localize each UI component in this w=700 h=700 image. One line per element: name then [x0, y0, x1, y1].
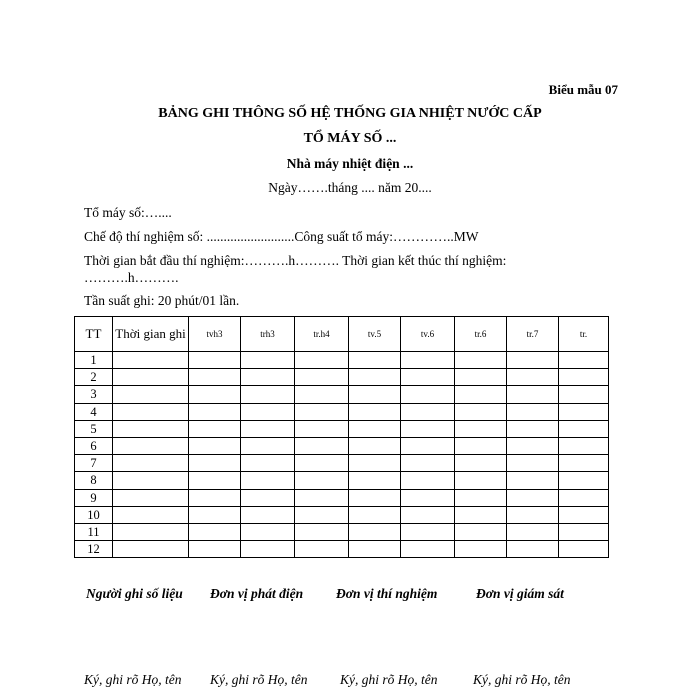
table-cell: [295, 523, 349, 540]
table-cell: [349, 523, 401, 540]
table-cell: [455, 489, 507, 506]
table-cell: [349, 506, 401, 523]
table-cell: [295, 369, 349, 386]
row-index: 7: [75, 455, 113, 472]
table-cell: [401, 489, 455, 506]
table-cell: [401, 352, 455, 369]
table-row: [75, 369, 609, 386]
date-line: Ngày…….tháng .... năm 20....: [268, 180, 432, 195]
table-cell: [295, 506, 349, 523]
table-cell: [455, 369, 507, 386]
table-cell: [295, 386, 349, 403]
table-cell: [559, 541, 609, 558]
table-cell: [455, 472, 507, 489]
table-cell: [349, 455, 401, 472]
table-cell: [507, 506, 559, 523]
test-time-line-continued: ……….h……….: [84, 270, 179, 285]
table-row: [75, 523, 609, 540]
header-trh3: trh3: [241, 317, 295, 352]
role-testing-unit: Đơn vị thí nghiệm: [336, 586, 438, 601]
table-cell: [189, 352, 241, 369]
table-cell: [507, 523, 559, 540]
table-row: [75, 403, 609, 420]
table-cell: [241, 369, 295, 386]
table-cell: [241, 352, 295, 369]
table-row: [75, 541, 609, 558]
header-tr: tr.: [559, 317, 609, 352]
table-cell: [189, 403, 241, 420]
table-cell: [295, 455, 349, 472]
test-mode-line: Chế độ thí nghiệm số: ..........................Công suất tổ máy:…………..MW: [84, 229, 479, 244]
table-cell: [241, 420, 295, 437]
table-cell: [401, 455, 455, 472]
plant-name: Nhà máy nhiệt điện ...: [286, 156, 414, 171]
row-index: 3: [75, 386, 113, 403]
row-index: 5: [75, 420, 113, 437]
table-cell: [113, 489, 189, 506]
table-cell: [349, 386, 401, 403]
signature-note-recorder: Ký, ghi rõ Họ, tên: [84, 672, 182, 687]
table-cell: [241, 506, 295, 523]
table-cell: [455, 352, 507, 369]
table-cell: [189, 455, 241, 472]
table-cell: [295, 352, 349, 369]
header-tv5: tv.5: [349, 317, 401, 352]
table-cell: [507, 386, 559, 403]
table-cell: [113, 369, 189, 386]
header-tr7: tr.7: [507, 317, 559, 352]
table-cell: [455, 403, 507, 420]
table-header-row: [75, 317, 609, 352]
header-record-time: Thời gian ghi: [113, 317, 189, 352]
table-cell: [507, 541, 559, 558]
table-cell: [401, 420, 455, 437]
table-cell: [113, 386, 189, 403]
table-row: [75, 472, 609, 489]
row-index: 10: [75, 506, 113, 523]
table-cell: [559, 386, 609, 403]
header-trh4: tr.h4: [295, 317, 349, 352]
table-cell: [295, 541, 349, 558]
header-index: TT: [75, 317, 113, 352]
table-cell: [559, 369, 609, 386]
table-cell: [401, 541, 455, 558]
table-cell: [349, 489, 401, 506]
table-cell: [507, 369, 559, 386]
row-index: 11: [75, 523, 113, 540]
form-subtitle: TỔ MÁY SỐ ...: [303, 131, 397, 146]
role-recorder: Người ghi số liệu: [86, 586, 183, 601]
table-cell: [189, 472, 241, 489]
table-cell: [241, 437, 295, 454]
table-cell: [189, 420, 241, 437]
table-cell: [241, 523, 295, 540]
header-tvh3: tvh3: [189, 317, 241, 352]
table-cell: [189, 506, 241, 523]
table-cell: [189, 489, 241, 506]
table-cell: [455, 420, 507, 437]
table-row: [75, 437, 609, 454]
table-cell: [113, 506, 189, 523]
table-cell: [113, 472, 189, 489]
table-row: [75, 420, 609, 437]
table-cell: [295, 472, 349, 489]
table-cell: [241, 472, 295, 489]
table-cell: [455, 386, 507, 403]
table-cell: [113, 403, 189, 420]
row-index: 2: [75, 369, 113, 386]
header-tv6: tv.6: [401, 317, 455, 352]
role-power-generation-unit: Đơn vị phát điện: [210, 586, 304, 601]
table-cell: [189, 541, 241, 558]
table-cell: [559, 506, 609, 523]
table-cell: [295, 437, 349, 454]
signature-note-power-generation: Ký, ghi rõ Họ, tên: [210, 672, 308, 687]
table-cell: [349, 420, 401, 437]
table-cell: [507, 420, 559, 437]
table-cell: [349, 369, 401, 386]
table-cell: [295, 403, 349, 420]
table-cell: [241, 541, 295, 558]
table-cell: [507, 437, 559, 454]
table-cell: [189, 523, 241, 540]
table-cell: [113, 455, 189, 472]
form-code: Biểu mẫu 07: [548, 82, 618, 97]
table-cell: [295, 489, 349, 506]
table-cell: [113, 352, 189, 369]
table-cell: [507, 472, 559, 489]
table-cell: [189, 386, 241, 403]
table-cell: [455, 455, 507, 472]
table-cell: [113, 541, 189, 558]
table-cell: [455, 506, 507, 523]
table-cell: [401, 437, 455, 454]
table-cell: [241, 403, 295, 420]
table-cell: [559, 472, 609, 489]
recording-frequency-line: Tần suất ghi: 20 phút/01 lần.: [84, 293, 240, 308]
table-cell: [559, 352, 609, 369]
row-index: 9: [75, 489, 113, 506]
table-cell: [559, 420, 609, 437]
row-index: 6: [75, 437, 113, 454]
table-cell: [401, 506, 455, 523]
table-cell: [401, 369, 455, 386]
table-row: [75, 352, 609, 369]
form-title: BẢNG GHI THÔNG SỐ HỆ THỐNG GIA NHIỆT NƯỚC CẤP: [158, 106, 542, 121]
table-cell: [559, 489, 609, 506]
row-index: 4: [75, 403, 113, 420]
table-cell: [113, 523, 189, 540]
table-cell: [349, 472, 401, 489]
row-index: 8: [75, 472, 113, 489]
table-cell: [401, 386, 455, 403]
table-cell: [189, 369, 241, 386]
parameter-log-table: [74, 316, 609, 558]
table-cell: [455, 437, 507, 454]
header-tr6: tr.6: [455, 317, 507, 352]
table-row: [75, 489, 609, 506]
table-cell: [455, 541, 507, 558]
table-cell: [349, 352, 401, 369]
table-cell: [559, 455, 609, 472]
table-cell: [401, 472, 455, 489]
table-cell: [113, 437, 189, 454]
table-cell: [189, 437, 241, 454]
signature-note-testing: Ký, ghi rõ Họ, tên: [340, 672, 438, 687]
table-cell: [241, 386, 295, 403]
table-cell: [401, 523, 455, 540]
table-cell: [559, 523, 609, 540]
row-index: 1: [75, 352, 113, 369]
table-cell: [349, 437, 401, 454]
test-time-line: Thời gian bắt đầu thí nghiệm:……….h………. Thời gian kết thúc thí nghiệm:: [84, 253, 507, 268]
unit-number-line: Tổ máy số:…....: [84, 205, 172, 220]
table-cell: [349, 403, 401, 420]
table-row: [75, 506, 609, 523]
table-cell: [507, 403, 559, 420]
table-cell: [295, 420, 349, 437]
table-cell: [507, 455, 559, 472]
table-cell: [455, 523, 507, 540]
row-index: 12: [75, 541, 113, 558]
table-cell: [559, 437, 609, 454]
table-cell: [349, 541, 401, 558]
table-row: [75, 386, 609, 403]
table-cell: [559, 403, 609, 420]
table-cell: [241, 455, 295, 472]
table-cell: [401, 403, 455, 420]
role-supervision-unit: Đơn vị giám sát: [476, 586, 564, 601]
table-row: [75, 455, 609, 472]
table-cell: [507, 489, 559, 506]
table-cell: [113, 420, 189, 437]
table-cell: [507, 352, 559, 369]
table-cell: [241, 489, 295, 506]
signature-note-supervision: Ký, ghi rõ Họ, tên: [473, 672, 571, 687]
